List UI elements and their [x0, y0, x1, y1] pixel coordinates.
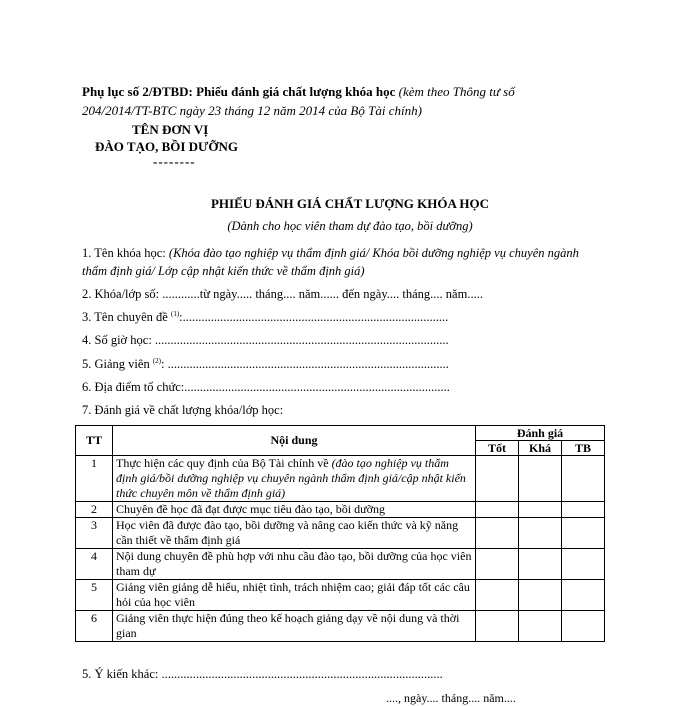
other-remarks-field: 5. Ý kiến khác: ..........................................................................................: [82, 667, 443, 681]
row-number: 3: [76, 518, 113, 549]
score-cell-good[interactable]: [476, 502, 519, 518]
score-cell-average[interactable]: [562, 611, 605, 642]
score-cell-fair[interactable]: [519, 518, 562, 549]
row-number: 5: [76, 580, 113, 611]
document-subtitle: (Dành cho học viên tham dự đào tạo, bồi dưỡng): [227, 219, 473, 233]
topic-field: [82, 308, 602, 326]
topic-footnote-marker: (1): [170, 309, 180, 318]
course-name-value: (Khóa đào tạo nghiệp vụ thẩm định giá/ Khóa bồi dưỡng nghiệp vụ chuyên ngành thẩm định giá/ Lớp cập nhật kiến thức về thẩm định giá): [82, 246, 579, 278]
row-content-italic: (đào tạo nghiệp vụ thẩm định giá/bồi dưỡng nghiệp vụ chuyên ngành thẩm định giá/cập nhật kiến thức chuyên môn về thẩm định giá): [116, 456, 466, 500]
evaluation-table: [75, 425, 605, 642]
document-title: PHIẾU ĐÁNH GIÁ CHẤT LƯỢNG KHÓA HỌC: [210, 196, 490, 211]
table-row: [76, 611, 605, 642]
table-row: [76, 549, 605, 580]
lecturer-label: 5. Giảng viên: [82, 357, 153, 371]
header-evaluation: Đánh giá: [476, 426, 605, 441]
hours-field: 4. Số giờ học: ..............................................................................................: [82, 333, 449, 347]
lecturer-footnote-marker: (2): [152, 356, 161, 365]
score-cell-good[interactable]: [476, 549, 519, 580]
score-cell-good[interactable]: [476, 580, 519, 611]
unit-name-line2: ĐÀO TẠO, BỒI DƯỠNG: [95, 139, 239, 154]
row-content: Học viên đã được đào tạo, bồi dưỡng và nâng cao kiến thức và kỹ năng cần thiết về thẩm định giá: [113, 518, 476, 549]
table-row: [76, 502, 605, 518]
row-content: Giảng viên giảng dễ hiểu, nhiệt tình, trách nhiệm cao; giải đáp tốt các câu hỏi của học viên: [113, 580, 476, 611]
date-line: ...., ngày.... tháng.... năm....: [386, 691, 516, 705]
score-cell-good[interactable]: [476, 456, 519, 502]
score-cell-average[interactable]: [562, 580, 605, 611]
course-name-field: [82, 244, 602, 280]
header-average: TB: [562, 441, 605, 456]
score-cell-fair[interactable]: [519, 502, 562, 518]
lecturer-field: [82, 355, 602, 373]
table-row: [76, 518, 605, 549]
score-cell-good[interactable]: [476, 518, 519, 549]
appendix-italic-text-1: (kèm theo Thông tư số: [395, 84, 515, 99]
row-content-text: Thực hiện các quy định của Bộ Tài chính về: [116, 456, 332, 470]
appendix-bold-text: Phụ lục số 2/ĐTBD: Phiếu đánh giá chất lượng khóa học: [82, 84, 396, 99]
score-cell-good[interactable]: [476, 611, 519, 642]
header-content: Nội dung: [113, 426, 476, 456]
table-row: [76, 456, 605, 502]
header-good: Tốt: [476, 441, 519, 456]
topic-label: 3. Tên chuyên đề: [82, 310, 171, 324]
score-cell-fair[interactable]: [519, 611, 562, 642]
header-tt: TT: [76, 426, 113, 456]
score-cell-average[interactable]: [562, 549, 605, 580]
course-name-label: 1. Tên khóa học:: [82, 246, 169, 260]
score-cell-average[interactable]: [562, 518, 605, 549]
evaluation-heading: 7. Đánh giá về chất lượng khóa/lớp học:: [82, 403, 284, 417]
row-content: Nội dung chuyên đề phù hợp với nhu cầu đào tạo, bồi dưỡng của học viên tham dự: [113, 549, 476, 580]
score-cell-average[interactable]: [562, 456, 605, 502]
row-content: Giảng viên thực hiện đúng theo kế hoạch giảng dạy về nội dung và thời gian: [113, 611, 476, 642]
score-cell-fair[interactable]: [519, 580, 562, 611]
row-content: Chuyên đề học đã đạt được mục tiêu đào tạo, bồi dưỡng: [113, 502, 476, 518]
class-number-field: 2. Khóa/lớp số: ............từ ngày..... tháng.... năm...... đến ngày.... tháng.... năm.....: [82, 287, 483, 301]
unit-separator: --------: [153, 154, 196, 169]
location-field: 6. Địa điểm tổ chức:.....................................................................................: [82, 380, 450, 394]
unit-name-line1: TÊN ĐƠN VỊ: [132, 122, 209, 137]
table-row: [76, 580, 605, 611]
row-number: 1: [76, 456, 113, 502]
score-cell-fair[interactable]: [519, 456, 562, 502]
topic-dots: :.....................................................................................: [179, 310, 449, 324]
appendix-heading: [82, 82, 562, 120]
header-fair: Khá: [519, 441, 562, 456]
row-content: [113, 456, 476, 502]
score-cell-average[interactable]: [562, 502, 605, 518]
score-cell-fair[interactable]: [519, 549, 562, 580]
row-number: 4: [76, 549, 113, 580]
lecturer-dots: : ..........................................................................................: [161, 357, 449, 371]
row-number: 2: [76, 502, 113, 518]
row-number: 6: [76, 611, 113, 642]
appendix-italic-text-2: 204/2014/TT-BTC ngày 23 tháng 12 năm 2014 của Bộ Tài chính): [82, 103, 422, 118]
